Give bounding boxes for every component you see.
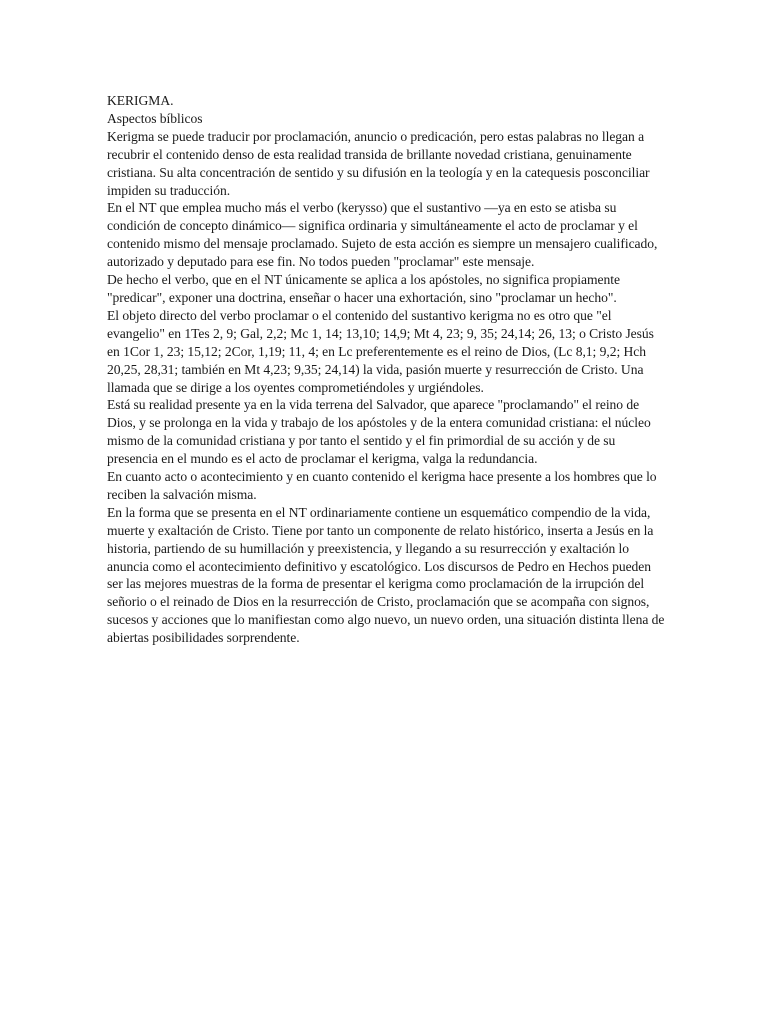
document-body xyxy=(107,92,667,647)
document-title: KERIGMA. xyxy=(107,93,174,108)
document-subtitle: Aspectos bíblicos xyxy=(107,110,203,126)
paragraph-5: Está su realidad presente ya en la vida terrena del Salvador, que aparece "proclamando" el reino de Dios, y se prolonga en la vida y trabajo de los apóstoles y de la entera comunidad cristiana: el núcleo mismo de la comunidad cristiana y por tanto el sentido y el fin primordial de su acción y de su presencia en el mundo es el acto de proclamar el kerigma, valga la redundancia. xyxy=(107,397,651,467)
paragraph-3: De hecho el verbo, que en el NT únicamente se aplica a los apóstoles, no significa propiamente "predicar", exponer una doctrina, enseñar o hacer una exhortación, sino "proclamar un hecho". xyxy=(107,272,620,305)
paragraph-2: En el NT que emplea mucho más el verbo (kerysso) que el sustantivo —ya en esto se atisba su condición de concepto dinámico— significa ordinaria y simultáneamente el acto de proclamar y el contenido mismo del mensaje proclamado. Sujeto de esta acción es siempre un mensajero cualificado, autorizado y deputado para ese fin. No todos pueden "proclamar" este mensaje. xyxy=(107,200,658,270)
paragraph-4: El objeto directo del verbo proclamar o el contenido del sustantivo kerigma no es otro que "el evangelio" en 1Tes 2, 9; Gal, 2,2; Mc 1, 14; 13,10; 14,9; Mt 4, 23; 9, 35; 24,14; 26, 13; o Cristo Jesús en 1Cor 1, 23; 15,12; 2Cor, 1,19; 11, 4; en Lc preferentemente es el reino de Dios, (Lc 8,1; 9,2; Hch 20,25, 28,31; también en Mt 4,23; 9,35; 24,14) la vida, pasión muerte y resurrección de Cristo. Una llamada que se dirige a los oyentes comprometiéndoles y urgiéndoles. xyxy=(107,307,654,395)
paragraph-6: En cuanto acto o acontecimiento y en cuanto contenido el kerigma hace presente a los hombres que lo reciben la salvación misma. xyxy=(107,469,657,502)
paragraph-1: Kerigma se puede traducir por proclamación, anuncio o predicación, pero estas palabras no llegan a recubrir el contenido denso de esta realidad transida de brillante novedad cristiana, genuinamente cristiana. Su alta concentración de sentido y su difusión en la teología y en la catequesis posconciliar impiden su traducción. xyxy=(107,128,650,198)
paragraph-7: En la forma que se presenta en el NT ordinariamente contiene un esquemático compendio de la vida, muerte y exaltación de Cristo. Tiene por tanto un componente de relato histórico, inserta a Jesús en la historia, partiendo de su humillación y preexistencia, y llegando a su resurrección y exaltación lo anuncia como el acontecimiento definitivo y escatológico. Los discursos de Pedro en Hechos pueden ser las mejores muestras de la forma de presentar el kerigma como proclamación de la irrupción del señorio o el reinado de Dios en la resurrección de Cristo, proclamación que se acompaña con signos, sucesos y acciones que lo manifiestan como algo nuevo, un nuevo orden, una situación distinta llena de abiertas posibilidades sorprendente. xyxy=(107,504,665,646)
